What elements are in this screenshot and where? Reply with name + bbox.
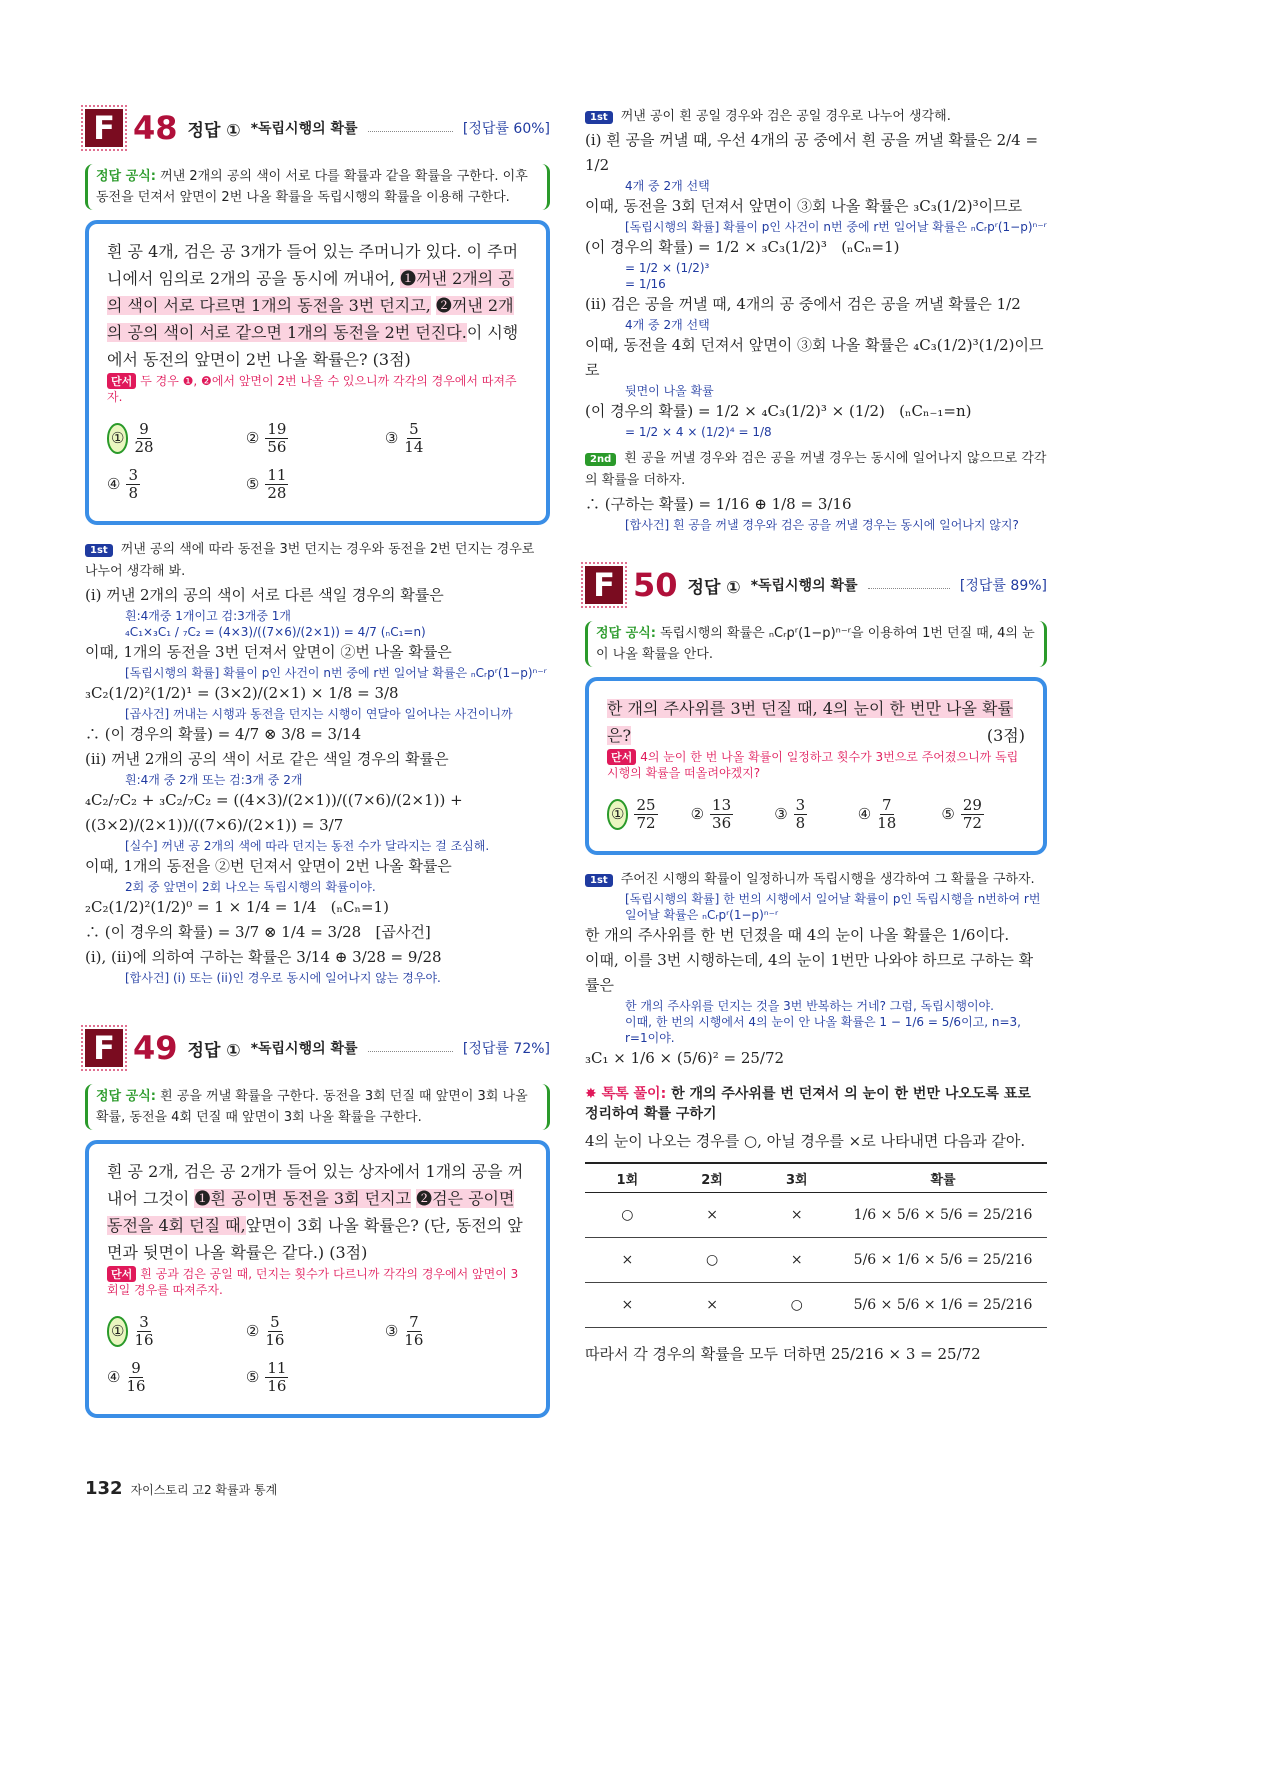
answer-choice[interactable] <box>107 1354 246 1400</box>
step-badge: 1st <box>585 111 613 124</box>
table-cell: × <box>754 1193 839 1238</box>
numerator: 5 <box>270 1312 280 1331</box>
numerator: 5 <box>409 419 419 438</box>
step-badge: 1st <box>85 544 113 557</box>
step-text: 주어진 시행의 확률이 일정하니까 독립시행을 생각하여 그 확률을 구하자. <box>620 872 1035 887</box>
denominator: 18 <box>877 813 897 832</box>
page-number: 132 <box>85 1478 123 1499</box>
problem-50 <box>585 563 1047 855</box>
choice-number: ⑤ <box>245 474 260 493</box>
solution-lines <box>585 891 1047 1071</box>
choice-number: ③ <box>384 1321 399 1340</box>
numerator: 11 <box>267 1358 287 1377</box>
annotation-note: = 1/2 × 4 × (1/2)⁴ = 1/8 <box>625 425 772 439</box>
header-cell: 2회 <box>670 1163 755 1193</box>
answer-formula <box>85 1084 550 1130</box>
answer-choices <box>107 415 528 507</box>
choice-number: ② <box>690 804 705 823</box>
annotation-note: 뒷면이 나올 확률 <box>625 384 714 398</box>
problem-header <box>585 563 1047 607</box>
probability-table <box>585 1162 1047 1328</box>
solution-lines <box>85 583 550 986</box>
solution-line: 이때, 1개의 동전을 ②번 던져서 앞면이 2번 나올 확률은 <box>85 857 452 875</box>
answer-choice[interactable] <box>385 415 524 461</box>
denominator: 16 <box>265 1330 285 1349</box>
answer-choice[interactable] <box>941 791 1025 837</box>
denominator: 56 <box>267 437 287 456</box>
problem-header <box>85 1026 550 1070</box>
answer-choice[interactable] <box>246 1308 385 1354</box>
fraction <box>126 467 140 502</box>
page-footer <box>85 1478 277 1499</box>
solution-lines <box>585 128 1047 440</box>
formula-label: 정답 공식: <box>96 1089 156 1104</box>
formula-label: 정답 공식: <box>96 169 156 184</box>
annotation-note: 한 개의 주사위를 던지는 것을 3번 반복하는 거네? 그럼, 독립시행이야. <box>625 999 994 1013</box>
right-column <box>585 106 1047 1367</box>
solution-line: ₃C₁ × 1/6 × (5/6)² = 25/72 <box>585 1049 785 1067</box>
step-badge: 2nd <box>585 453 616 466</box>
leader-dots <box>868 588 950 589</box>
denominator: 28 <box>267 483 287 502</box>
answer-choice[interactable] <box>774 791 858 837</box>
annotation-note: 이때, 한 번의 시행에서 4의 눈이 안 나올 확률은 1 − 1/6 = 5/6이고, n=3, r=1이야. <box>625 1015 1021 1045</box>
denominator: 16 <box>134 1330 154 1349</box>
annotation-note: ₄C₁×₃C₁ / ₇C₂ = (4×3)/((7×6)/(2×1)) = 4/7 (ₙC₁=n) <box>125 625 426 639</box>
fraction <box>134 1314 153 1349</box>
answer-choices <box>607 791 1025 837</box>
problem-number: 48 <box>133 109 178 147</box>
choice-number: ④ <box>107 1367 121 1386</box>
denominator: 72 <box>636 813 656 832</box>
table-cell: ○ <box>754 1283 839 1328</box>
question-highlight: ❶흰 공이면 동전을 3회 던지고 <box>194 1189 411 1208</box>
solution-line: (i) 흰 공을 꺼낼 때, 우선 4개의 공 중에서 흰 공을 꺼낼 확률은 2/4 = 1/2 <box>585 131 1043 174</box>
tip-label: 톡톡 풀이: <box>601 1086 667 1102</box>
solution-line: ∴ (이 경우의 확률) = 4/7 ⊗ 3/8 = 3/14 <box>85 725 362 743</box>
solution-line: (이 경우의 확률) = 1/2 × ₄C₃(1/2)³ × (1/2) (ₙCₙ₋₁=n) <box>585 402 972 420</box>
problem-49 <box>85 1026 550 1418</box>
numerator: 13 <box>712 795 732 814</box>
formula-text: 흰 공을 꺼낼 확률을 구한다. 동전을 3회 던질 때 앞면이 3회 나올 확률, 동전을 4회 던질 때 앞면이 3회 나올 확률을 구한다. <box>96 1089 528 1125</box>
numerator: 7 <box>882 795 892 814</box>
topic-label: *독립시행의 확률 <box>750 578 858 594</box>
choice-number: ① <box>607 799 628 830</box>
section-letter: F <box>85 109 123 147</box>
numerator: 3 <box>795 795 806 814</box>
solution-line: 이때, 이를 3번 시행하는데, 4의 눈이 1번만 나와야 하므로 구하는 확률은 <box>585 951 1034 994</box>
problem-number: 50 <box>633 566 678 604</box>
answer-choice[interactable] <box>691 791 775 837</box>
answer-label: 정답 ① <box>187 1040 241 1061</box>
problem-48 <box>85 106 550 525</box>
final-answer: ∴ (구하는 확률) = 1/16 ⊕ 1/8 = 3/16 <box>585 495 852 513</box>
solution-line: 한 개의 주사위를 한 번 던졌을 때 4의 눈이 나올 확률은 1/6이다. <box>585 926 1010 944</box>
tip-heading <box>585 1083 1047 1123</box>
header-cell: 확률 <box>839 1163 1047 1193</box>
problem-header <box>85 106 550 150</box>
solution-line: (i) 꺼낸 2개의 공의 색이 서로 다른 색일 경우의 확률은 <box>85 586 444 604</box>
topic-label: *독립시행의 확률 <box>250 1041 358 1057</box>
numerator: 25 <box>636 795 656 814</box>
solution-line: (ii) 검은 공을 꺼낼 때, 4개의 공 중에서 검은 공을 꺼낼 확률은 1/2 <box>585 295 1021 313</box>
section-letter: F <box>85 1029 123 1067</box>
question-box <box>585 677 1047 855</box>
solution-line: ₄C₂/₇C₂ + ₃C₂/₇C₂ = ((4×3)/(2×1))/((7×6)/(2×1)) + ((3×2)/(2×1))/((7×6)/(2×1)) = 3/7 <box>85 791 468 834</box>
solution-48 <box>85 539 550 986</box>
table-cell: 5/6 × 1/6 × 5/6 = 25/216 <box>839 1238 1047 1283</box>
annotation-note: [곱사건] 꺼내는 시행과 동전을 던지는 시행이 연달아 일어나는 사건이니까 <box>125 707 513 721</box>
annotation-note: [독립시행의 확률] 확률이 p인 사건이 n번 중에 r번 일어날 확률은 ₙCᵣpʳ(1−p)ⁿ⁻ʳ <box>125 666 547 680</box>
annotation-note: 4개 중 2개 선택 <box>625 318 710 332</box>
table-cell: × <box>585 1283 670 1328</box>
fraction <box>134 421 153 456</box>
denominator: 16 <box>267 1376 287 1395</box>
answer-choice[interactable] <box>107 1308 246 1354</box>
hint-text: 4의 눈이 한 번 나올 확률이 일정하고 횟수가 3번으로 주어졌으니까 독립시행의 확률을 떠올려야겠지? <box>607 750 1019 780</box>
table-cell: ○ <box>585 1193 670 1238</box>
annotation-note: 흰:4개중 1개이고 검:3개중 1개 <box>125 609 291 623</box>
denominator: 28 <box>134 437 154 456</box>
question-plain: 이 시행에서 동전의 앞면이 2번 나올 확률은? (3점) <box>107 323 519 369</box>
solution-line: ₂C₂(1/2)²(1/2)⁰ = 1 × 1/4 = 1/4 (ₙCₙ=1) <box>85 898 389 916</box>
book-title: 자이스토리 고2 확률과 통계 <box>130 1483 278 1497</box>
hint-badge: 단서 <box>607 749 636 765</box>
fraction <box>265 467 288 502</box>
points: (3점) <box>986 726 1025 745</box>
fraction <box>265 1360 288 1395</box>
step-badge: 1st <box>585 874 613 887</box>
solution-49 <box>585 106 1047 533</box>
answer-label: 정답 ① <box>187 120 241 141</box>
section-letter: F <box>585 566 623 604</box>
header-cell: 1회 <box>585 1163 670 1193</box>
hint-note <box>607 749 1025 781</box>
choice-number: ② <box>245 1321 260 1340</box>
numerator: 9 <box>139 419 149 438</box>
table-header <box>585 1163 1047 1193</box>
sum-event-note: [합사건] 흰 공을 꺼낼 경우와 검은 공을 꺼낼 경우는 동시에 일어나지 않지? <box>625 518 1019 532</box>
step-text: 흰 공을 꺼낼 경우와 검은 공을 꺼낼 경우는 동시에 일어나지 않으므로 각각의 확률을 더하자. <box>585 451 1047 488</box>
numerator: 29 <box>962 795 982 814</box>
annotation-note: 2회 중 앞면이 2회 나오는 독립시행의 확률이야. <box>125 880 376 894</box>
choice-number: ① <box>107 423 128 454</box>
formula-text: 꺼낸 2개의 공의 색이 서로 다를 확률과 같을 확률을 구한다. 이후 동전을 던져서 앞면이 2번 나올 확률을 독립시행의 확률을 이용해 구한다. <box>96 169 528 205</box>
solution-line: (이 경우의 확률) = 1/2 × ₃C₃(1/2)³ (ₙCₙ=1) <box>585 238 900 256</box>
table-row <box>585 1238 1047 1283</box>
tip-title: 한 개의 주사위를 번 던져서 의 눈이 한 번만 나오도록 표로 정리하여 확률 구하기 <box>585 1086 1031 1122</box>
leader-dots <box>368 1051 453 1052</box>
hint-text: 두 경우 ❶, ❷에서 앞면이 2번 나올 수 있으니까 각각의 경우에서 따져주자. <box>107 374 517 404</box>
fraction <box>710 797 733 832</box>
fraction <box>265 1314 284 1349</box>
table-cell: ○ <box>670 1238 755 1283</box>
leader-dots <box>368 131 453 132</box>
formula-label: 정답 공식: <box>596 626 656 641</box>
choice-number: ① <box>107 1316 128 1347</box>
fraction <box>634 797 657 832</box>
numerator: 11 <box>267 465 287 484</box>
header-cell: 3회 <box>754 1163 839 1193</box>
fraction <box>265 421 288 456</box>
fraction <box>126 1360 145 1395</box>
question-text <box>107 1158 528 1266</box>
annotation-note: [실수] 꺼낸 공 2개의 색에 따라 던지는 동전 수가 달라지는 걸 조심해. <box>125 839 490 853</box>
choice-number: ⑤ <box>941 804 955 823</box>
answer-formula <box>85 164 550 210</box>
hint-note <box>107 1266 528 1298</box>
fraction <box>404 1314 423 1349</box>
answer-choice[interactable] <box>607 791 691 837</box>
answer-choices <box>107 1308 528 1400</box>
fraction <box>794 797 808 832</box>
solution-line: 이때, 동전을 4회 던져서 앞면이 ③회 나올 확률은 ₄C₃(1/2)³(1/2)이므로 <box>585 336 1044 379</box>
table-cell: × <box>585 1238 670 1283</box>
topic-label: *독립시행의 확률 <box>250 121 358 137</box>
correct-rate: [정답률 89%] <box>959 578 1047 594</box>
fraction <box>404 421 423 456</box>
question-highlight: ❷꺼낸 2개의 공의 색이 서로 같으면 1개의 동전을 2번 던진다. <box>107 296 514 342</box>
solution-50 <box>585 869 1047 1367</box>
denominator: 14 <box>404 437 424 456</box>
question-box <box>85 1140 550 1418</box>
choice-number: ④ <box>857 804 872 823</box>
solution-line: ₃C₂(1/2)²(1/2)¹ = (3×2)/(2×1) × 1/8 = 3/8 <box>85 684 399 702</box>
answer-choice[interactable] <box>246 461 385 507</box>
table-cell: × <box>754 1238 839 1283</box>
correct-rate: [정답률 60%] <box>462 121 550 137</box>
tip-text: 4의 눈이 나오는 경우를 ○, 아닐 경우를 ×로 나타내면 다음과 같아. <box>585 1132 1026 1150</box>
question-text <box>607 695 1025 749</box>
star-burst-icon: ✸ <box>585 1086 597 1102</box>
numerator: 3 <box>128 465 138 484</box>
denominator: 16 <box>404 1330 424 1349</box>
question-box <box>85 220 550 525</box>
question-highlight: 한 개의 주사위를 3번 던질 때, 4의 눈이 한 번만 나올 확률은? <box>607 699 1013 745</box>
denominator: 16 <box>126 1376 146 1395</box>
correct-rate: [정답률 72%] <box>462 1041 550 1057</box>
conclusion: 따라서 각 경우의 확률을 모두 더하면 25/216 × 3 = 25/72 <box>585 1345 981 1363</box>
step-text: 꺼낸 공이 흰 공일 경우와 검은 공일 경우로 나누어 생각해. <box>620 109 951 124</box>
denominator: 36 <box>712 813 732 832</box>
annotation-note: = 1/16 <box>625 277 666 291</box>
problem-number: 49 <box>133 1029 178 1067</box>
hint-badge: 단서 <box>107 373 136 389</box>
question-text <box>107 238 528 373</box>
choice-number: ⑤ <box>245 1367 260 1386</box>
answer-choice[interactable] <box>246 415 385 461</box>
formula-text: 독립시행의 확률은 ₙCᵣpʳ(1−p)ⁿ⁻ʳ을 이용하여 1번 던질 때, 4의 눈이 나올 확률을 안다. <box>596 626 1035 662</box>
numerator: 3 <box>139 1312 149 1331</box>
table-cell: × <box>670 1193 755 1238</box>
denominator: 72 <box>962 813 982 832</box>
answer-label: 정답 ① <box>687 577 741 598</box>
numerator: 9 <box>131 1358 141 1377</box>
solution-line: ∴ (이 경우의 확률) = 3/7 ⊗ 1/4 = 3/28 [곱사건] <box>85 923 431 941</box>
answer-choice[interactable] <box>107 415 246 461</box>
answer-choice[interactable] <box>246 1354 385 1400</box>
annotation-note: [독립시행의 확률] 확률이 p인 사건이 n번 중에 r번 일어날 확률은 ₙCᵣpʳ(1−p)ⁿ⁻ʳ <box>625 220 1047 234</box>
answer-choice[interactable] <box>858 791 942 837</box>
answer-choice[interactable] <box>385 1308 524 1354</box>
question-plain: 흰 공 4개, 검은 공 3개가 들어 있는 주머니가 있다. 이 주머니에서 임의로 2개의 공을 동시에 꺼내어, <box>107 242 519 288</box>
left-column <box>85 106 550 1418</box>
hint-badge: 단서 <box>107 1266 136 1282</box>
annotation-note: [합사건] (i) 또는 (ii)인 경우로 동시에 일어나지 않는 경우야. <box>125 971 441 985</box>
choice-number: ④ <box>107 474 121 493</box>
annotation-note: 흰:4개 중 2개 또는 검:3개 중 2개 <box>125 773 303 787</box>
answer-formula <box>585 621 1047 667</box>
annotation-note: [독립시행의 확률] 한 번의 시행에서 일어날 확률이 p인 독립시행을 n번하여 r번 일어날 확률은 ₙCᵣpʳ(1−p)ⁿ⁻ʳ <box>625 892 1041 922</box>
answer-choice[interactable] <box>107 461 246 507</box>
choice-number: ② <box>245 428 260 447</box>
annotation-note: = 1/2 × (1/2)³ <box>625 261 710 275</box>
denominator: 8 <box>795 813 806 832</box>
table-cell: × <box>670 1283 755 1328</box>
numerator: 7 <box>409 1312 419 1331</box>
table-row <box>585 1283 1047 1328</box>
hint-text: 흰 공과 검은 공일 때, 던지는 횟수가 다르니까 각각의 경우에서 앞면이 3회일 경우를 따져주자. <box>107 1267 519 1297</box>
table-row <box>585 1193 1047 1238</box>
question-plain: 흰 공 2개, 검은 공 2개가 들어 있는 상자에서 1개의 공을 꺼내어 그것이 <box>107 1162 524 1208</box>
question-highlight: ❶꺼낸 2개의 공의 색이 서로 다르면 1개의 동전을 3번 던지고, <box>107 269 514 315</box>
solution-line: 이때, 1개의 동전을 3번 던져서 앞면이 ②번 나올 확률은 <box>85 643 452 661</box>
solution-line: 이때, 동전을 3회 던져서 앞면이 ③회 나올 확률은 ₃C₃(1/2)³이므로 <box>585 197 1023 215</box>
numerator: 19 <box>267 419 287 438</box>
hint-note <box>107 373 528 405</box>
choice-number: ③ <box>774 804 788 823</box>
question-highlight: ❷검은 공이면 동전을 4회 던질 때, <box>107 1189 515 1235</box>
choice-number: ③ <box>384 428 399 447</box>
solution-line: (i), (ii)에 의하여 구하는 확률은 3/14 ⊕ 3/28 = 9/28 <box>85 948 442 966</box>
fraction <box>961 797 984 832</box>
fraction <box>877 797 896 832</box>
denominator: 8 <box>128 483 138 502</box>
question-plain: 앞면이 3회 나올 확률은? (단, 동전의 앞면과 뒷면이 나올 확률은 같다.) (3점) <box>107 1216 523 1262</box>
annotation-note: 4개 중 2개 선택 <box>625 179 710 193</box>
table-cell: 5/6 × 5/6 × 1/6 = 25/216 <box>839 1283 1047 1328</box>
solution-line: (ii) 꺼낸 2개의 공의 색이 서로 같은 색일 경우의 확률은 <box>85 750 449 768</box>
table-cell: 1/6 × 5/6 × 5/6 = 25/216 <box>839 1193 1047 1238</box>
step-text: 꺼낸 공의 색에 따라 동전을 3번 던지는 경우와 동전을 2번 던지는 경우로 나누어 생각해 봐. <box>85 542 535 579</box>
